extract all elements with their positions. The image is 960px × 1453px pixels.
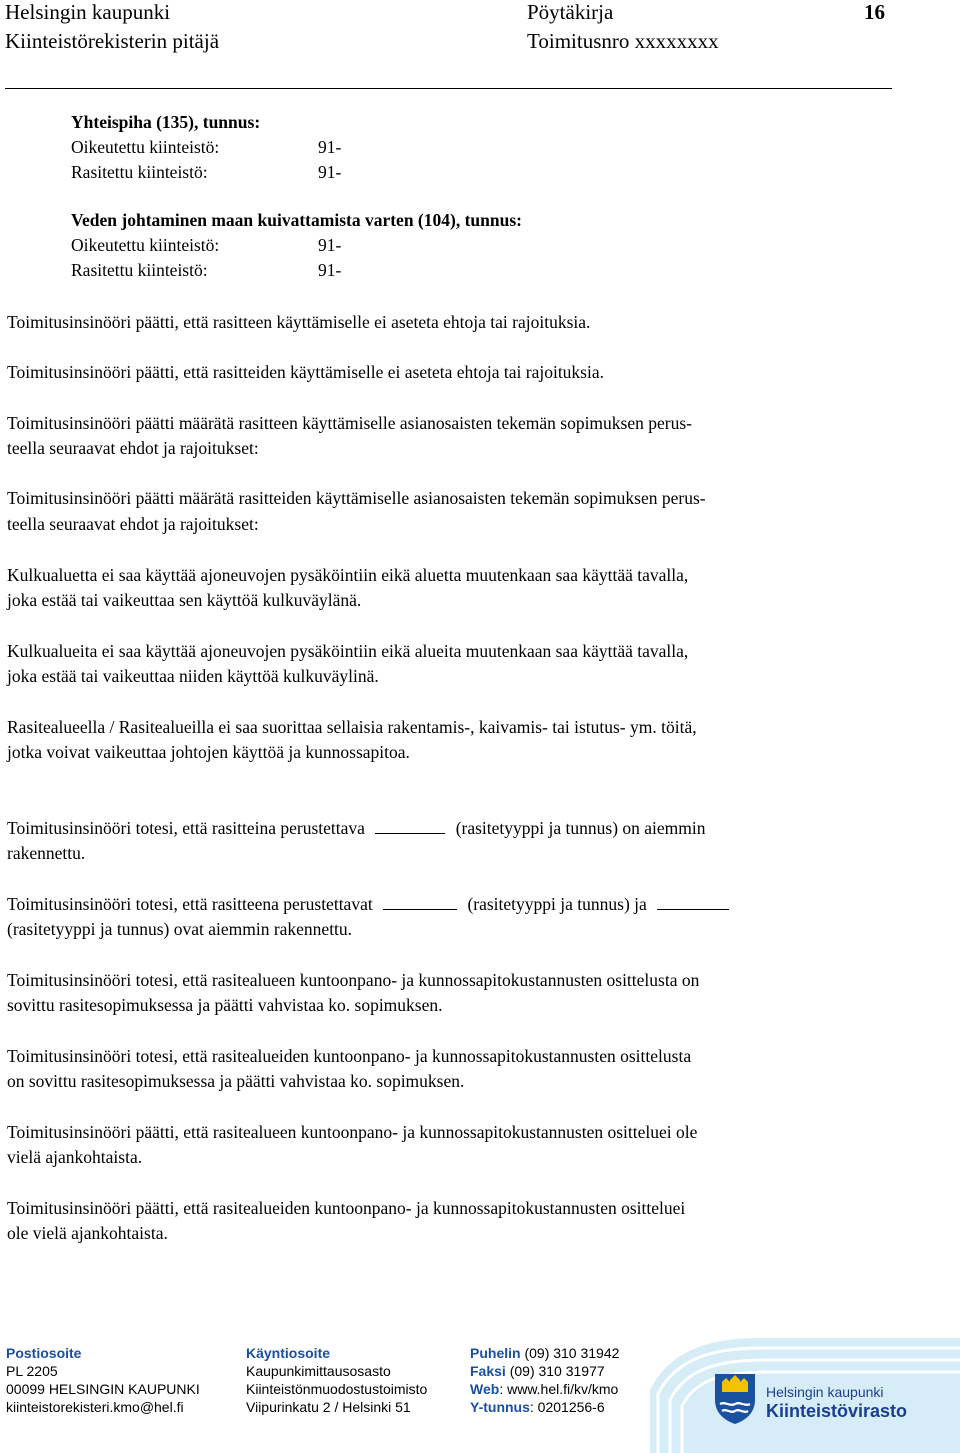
paragraph-cost-not-current-plural: ole vielä ajankohtaista. <box>7 1223 168 1243</box>
footer-visit-office: Kiinteistönmuodostustoimisto <box>246 1381 428 1397</box>
helsinki-crest-icon <box>712 1370 758 1426</box>
paragraph-access-areas: joka estää tai vaikeuttaa niiden käyttöä kulkuväylinä. <box>7 666 379 686</box>
paragraph-conditions: Toimitusinsinööri päätti määrätä rasitteen käyttämiselle asianosaisten tekemän sopimuksen perus- <box>7 413 692 433</box>
header-divider <box>5 88 892 89</box>
footer-web[interactable]: : www.hel.fi/kv/kmo <box>499 1381 619 1397</box>
easement-row-label: Oikeutettu kiinteistö: <box>71 137 220 157</box>
footer-contact <box>470 1344 619 1416</box>
footer-ytunnus-label: Y-tunnus <box>470 1399 530 1415</box>
footer-postal-label: Postiosoite <box>6 1345 82 1361</box>
easement-row-label: Rasitettu kiinteistö: <box>71 162 208 182</box>
fill-in-blank <box>375 819 445 834</box>
footer-visit-dept: Kaupunkimittausosasto <box>246 1363 391 1379</box>
paragraph-access-area: joka estää tai vaikeuttaa sen käyttöä kulkuväylänä. <box>7 590 362 610</box>
paragraph-cost-not-current-plural: Toimitusinsinööri päätti, että rasitealueiden kuntoonpano- ja kunnossapitokustannusten ositteluei <box>7 1198 686 1218</box>
paragraph-cost-agreement-plural: on sovittu rasitesopimuksessa ja päätti vahvistaa ko. sopimuksen. <box>7 1071 465 1091</box>
header-org: Helsingin kaupunki <box>5 0 171 24</box>
footer-fax: (09) 310 31977 <box>509 1363 605 1379</box>
city-logo <box>712 1370 952 1430</box>
paragraph-previously-built-plural <box>7 891 729 917</box>
page-number: 16 <box>864 0 885 24</box>
footer-visit-address: Viipurinkatu 2 / Helsinki 51 <box>246 1399 411 1415</box>
paragraph-conditions: teella seuraavat ehdot ja rajoitukset: <box>7 438 259 458</box>
paragraph-conditions-plural: teella seuraavat ehdot ja rajoitukset: <box>7 514 259 534</box>
easement-row-value: 91- <box>318 162 342 182</box>
footer-phone-label: Puhelin <box>470 1345 521 1361</box>
easement-row-label: Oikeutettu kiinteistö: <box>71 235 220 255</box>
footer-phone: (09) 310 31942 <box>524 1345 620 1361</box>
paragraph-text: Toimitusinsinööri totesi, että rasitteina perustettava <box>7 818 365 838</box>
paragraph-text: (rasitetyyppi ja tunnus) on aiemmin <box>455 818 706 838</box>
footer-visit <box>246 1344 427 1416</box>
paragraph-cost-not-current: Toimitusinsinööri päätti, että rasitealueen kuntoonpano- ja kunnossapitokustannusten ositteluei ole <box>7 1122 698 1142</box>
paragraph-cost-agreement-plural: Toimitusinsinööri totesi, että rasitealueiden kuntoonpano- ja kunnossapitokustannusten osittelusta <box>7 1046 692 1066</box>
paragraph-easement-area: jotka voivat vaikeuttaa johtojen käyttöä ja kunnossapitoa. <box>7 742 410 762</box>
easement-row <box>71 232 471 258</box>
paragraph-no-conditions: Toimitusinsinööri päätti, että rasitteen käyttämiselle ei aseteta ehtoja tai rajoituksia. <box>7 312 591 332</box>
footer-email[interactable]: kiinteistorekisteri.kmo@hel.fi <box>6 1399 184 1415</box>
paragraph-previously-built <box>7 815 706 841</box>
paragraph-text: (rasitetyyppi ja tunnus) ja <box>467 894 647 914</box>
paragraph-previously-built: rakennettu. <box>7 843 86 863</box>
easement-title: Yhteispiha (135), tunnus: <box>71 112 261 132</box>
paragraph-no-conditions-plural: Toimitusinsinööri päätti, että rasitteiden käyttämiselle ei aseteta ehtoja tai rajoituksia. <box>7 362 604 382</box>
footer-postal-city: 00099 HELSINGIN KAUPUNKI <box>6 1381 200 1397</box>
easement-row-value: 91- <box>318 235 342 255</box>
header-dept: Kiinteistörekisterin pitäjä <box>5 29 220 53</box>
easement-row <box>71 159 471 185</box>
paragraph-easement-area: Rasitealueella / Rasitealueilla ei saa suorittaa sellaisia rakentamis-, kaivamis- tai istutus- ym. töitä, <box>7 717 697 737</box>
footer-ytunnus: : 0201256-6 <box>529 1399 605 1415</box>
page-footer <box>0 1330 960 1453</box>
easement-row-value: 91- <box>318 137 342 157</box>
paragraph-access-area: Kulkualuetta ei saa käyttää ajoneuvojen pysäköintiin eikä aluetta muutenkaan saa käyttää tavalla, <box>7 565 689 585</box>
logo-agency-name: Kiinteistövirasto <box>766 1401 908 1421</box>
easement-row-value: 91- <box>318 260 342 280</box>
footer-visit-label: Käyntiosoite <box>246 1345 331 1361</box>
footer-postal <box>6 1344 200 1416</box>
easement-row-label: Rasitettu kiinteistö: <box>71 260 208 280</box>
easement-title: Veden johtaminen maan kuivattamista varten (104), tunnus: <box>71 210 522 230</box>
paragraph-access-areas: Kulkualueita ei saa käyttää ajoneuvojen pysäköintiin eikä alueita muutenkaan saa käyttää tavalla, <box>7 641 689 661</box>
paragraph-previously-built-plural: (rasitetyyppi ja tunnus) ovat aiemmin rakennettu. <box>7 919 353 939</box>
fill-in-blank <box>657 895 729 910</box>
header-case-number: Toimitusnro xxxxxxxx <box>527 29 719 53</box>
footer-web-label: Web <box>470 1381 500 1397</box>
paragraph-conditions-plural: Toimitusinsinööri päätti määrätä rasitteiden käyttämiselle asianosaisten tekemän sopimuksen perus- <box>7 488 706 508</box>
footer-fax-label: Faksi <box>470 1363 506 1379</box>
easement-row <box>71 134 471 160</box>
paragraph-cost-agreement: sovittu rasitesopimuksessa ja päätti vahvistaa ko. sopimuksen. <box>7 995 443 1015</box>
logo-city-name: Helsingin kaupunki <box>766 1384 884 1400</box>
fill-in-blank <box>383 895 457 910</box>
paragraph-text: Toimitusinsinööri totesi, että rasitteena perustettavat <box>7 894 373 914</box>
easement-row <box>71 257 471 283</box>
header-doc-type: Pöytäkirja <box>527 0 614 24</box>
paragraph-cost-not-current: vielä ajankohtaista. <box>7 1147 143 1167</box>
footer-postal-box: PL 2205 <box>6 1363 58 1379</box>
paragraph-cost-agreement: Toimitusinsinööri totesi, että rasitealueen kuntoonpano- ja kunnossapitokustannusten osittelusta on <box>7 970 700 990</box>
